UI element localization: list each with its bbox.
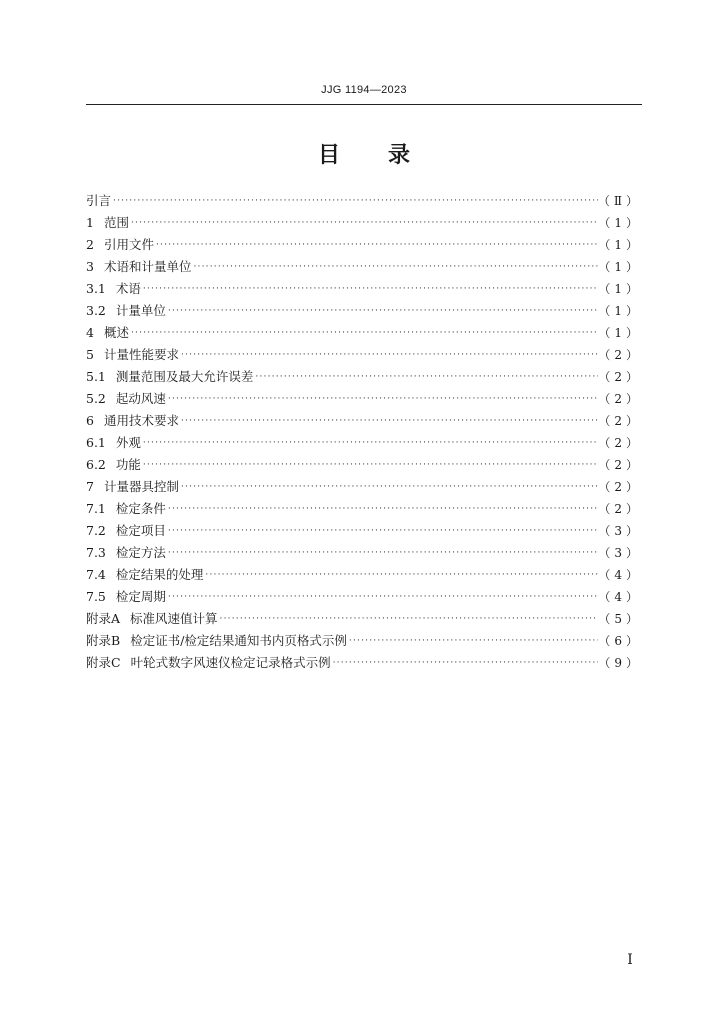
toc-entry-page: （2） [598,502,642,516]
toc-entry[interactable] [86,432,642,454]
toc-entry[interactable] [86,388,642,410]
toc-entry[interactable] [86,410,642,432]
toc-entry-page: （3） [598,546,642,560]
toc-entry-label: 计量器具控制 [103,479,179,494]
toc-entry[interactable] [86,520,642,542]
toc-entry-number: 5 [86,347,94,362]
toc-entry-label: 标准风速值计算 [130,611,218,626]
toc-entry-page: （3） [598,524,642,538]
page-title [86,138,642,169]
toc-entry-page: （2） [598,370,642,384]
toc-dot-leader [166,542,598,564]
running-header: JJG 1194—2023 [321,84,407,96]
toc-dot-leader [166,300,598,322]
toc-entry[interactable] [86,366,642,388]
toc-entry-label: 范围 [103,215,129,230]
toc-dot-leader [166,520,598,542]
toc-entry[interactable] [86,234,642,256]
toc-entry-number: 附录A [86,611,121,626]
toc-entry-label: 起动风速 [115,391,166,406]
toc-dot-leader [141,278,598,300]
toc-entry[interactable] [86,278,642,300]
toc-entry-page: （1） [598,260,642,274]
toc-entry[interactable] [86,564,642,586]
toc-entry-label: 检定项目 [115,523,166,538]
toc-entry-page: （2） [598,480,642,494]
toc-dot-leader [179,476,598,498]
toc-entry-label: 检定结果的处理 [115,567,204,582]
toc-dot-leader [253,366,598,388]
toc-entry-label: 测量范围及最大允许误差 [115,369,254,384]
toc-dot-leader [154,234,598,256]
toc-entry-number: 5.2 [86,391,106,406]
toc-entry-number: 3.2 [86,303,106,318]
toc-entry-label: 叶轮式数字风速仪检定记录格式示例 [130,655,331,670]
toc-entry-number: 7 [86,479,94,494]
toc-dot-leader [347,630,598,652]
toc-entry[interactable] [86,344,642,366]
toc-entry-label: 功能 [115,457,141,472]
toc-entry-page: （1） [598,238,642,252]
page-number: Ⅰ [627,952,633,968]
toc-entry-page: （2） [598,348,642,362]
toc-entry-page: （9） [598,656,642,670]
toc-entry[interactable] [86,322,642,344]
toc-entry[interactable] [86,256,642,278]
toc-entry-number: 6.2 [86,457,106,472]
toc-dot-leader [129,212,598,234]
toc-entry-number: 3 [86,259,94,274]
toc-dot-leader [166,388,598,410]
toc-entry-page: （Ⅱ） [597,194,642,208]
toc-entry-number: 7.4 [86,567,106,582]
toc-entry-label: 检定方法 [115,545,166,560]
toc-entry[interactable] [86,542,642,564]
toc-entry-label: 计量性能要求 [103,347,179,362]
toc-entry[interactable] [86,608,642,630]
toc-entry-page: （4） [598,590,642,604]
toc-entry-label: 检定证书/检定结果通知书内页格式示例 [130,633,347,648]
toc-entry-number: 6 [86,413,94,428]
toc-entry-page: （5） [598,612,642,626]
toc-dot-leader [203,564,598,586]
toc-dot-leader [141,432,598,454]
header-rule [86,104,642,105]
toc-entry-page: （1） [598,304,642,318]
toc-entry[interactable] [86,190,642,212]
toc-dot-leader [111,190,598,212]
title-char-2: 录 [388,143,411,168]
toc-entry[interactable] [86,476,642,498]
toc-entry-page: （2） [598,392,642,406]
toc-dot-leader [218,608,599,630]
toc-entry-number: 2 [86,237,94,252]
toc-entry-number: 附录C [86,655,121,670]
toc-entry-label: 通用技术要求 [103,413,179,428]
toc-entry-label: 术语和计量单位 [103,259,192,274]
toc-entry-page: （2） [598,436,642,450]
toc-entry-number: 6.1 [86,435,106,450]
toc-entry-page: （1） [598,282,642,296]
toc-entry-label: 外观 [115,435,141,450]
toc-entry-number: 7.1 [86,501,106,516]
toc-entry-number: 7.2 [86,523,106,538]
toc-entry-label: 术语 [115,281,141,296]
table-of-contents [86,190,642,674]
toc-dot-leader [179,344,598,366]
toc-dot-leader [166,498,598,520]
toc-entry-page: （6） [598,634,642,648]
toc-entry[interactable] [86,212,642,234]
toc-entry-label: 检定条件 [115,501,166,516]
toc-entry[interactable] [86,630,642,652]
toc-entry-number: 7.3 [86,545,106,560]
toc-entry-label: 计量单位 [115,303,166,318]
toc-entry-number: 5.1 [86,369,106,384]
toc-dot-leader [179,410,598,432]
toc-dot-leader [331,652,599,674]
toc-entry-page: （2） [598,458,642,472]
toc-entry-number: 3.1 [86,281,106,296]
toc-entry-label: 概述 [103,325,129,340]
toc-entry-label: 引言 [86,193,112,208]
toc-dot-leader [191,256,598,278]
toc-entry[interactable] [86,498,642,520]
toc-entry-number: 附录B [86,633,121,648]
toc-entry[interactable] [86,586,642,608]
toc-entry-page: （2） [598,414,642,428]
toc-entry-label: 检定周期 [115,589,166,604]
toc-dot-leader [141,454,598,476]
toc-entry-page: （1） [598,326,642,340]
toc-entry[interactable] [86,454,642,476]
toc-dot-leader [166,586,598,608]
toc-entry-label: 引用文件 [103,237,154,252]
toc-dot-leader [129,322,598,344]
toc-entry[interactable] [86,652,642,674]
title-char-1: 目 [317,143,340,168]
toc-entry-number: 7.5 [86,589,106,604]
toc-entry-number: 4 [86,325,94,340]
toc-entry-number: 1 [86,215,94,230]
toc-entry[interactable] [86,300,642,322]
toc-entry-page: （1） [598,216,642,230]
toc-entry-page: （4） [598,568,642,582]
